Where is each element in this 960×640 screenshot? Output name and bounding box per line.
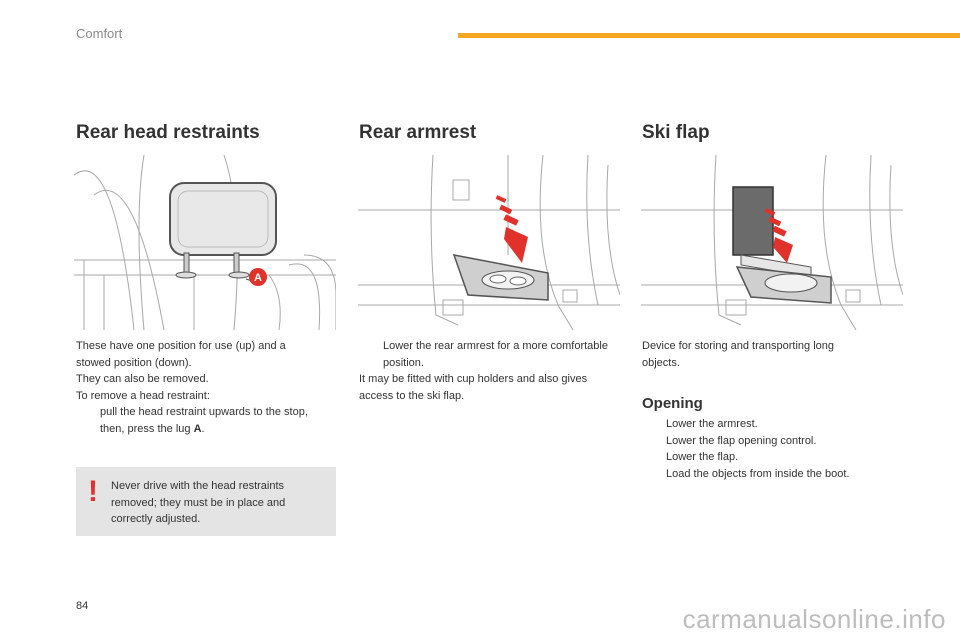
- list-item: Lower the flap opening control.: [666, 434, 817, 447]
- text-line: access to the ski flap.: [359, 389, 465, 402]
- page-number: 84: [76, 600, 89, 612]
- head-restraint-illustration: [74, 155, 336, 330]
- text-line: objects.: [642, 356, 680, 369]
- ski-flap-text: [642, 338, 904, 371]
- header-accent-bar: [458, 33, 960, 38]
- list-item: Load the objects from inside the boot.: [666, 467, 850, 480]
- lug-reference: A: [193, 422, 202, 435]
- exclamation-icon: !: [88, 475, 98, 508]
- section-heading-rear-armrest: Rear armrest: [359, 122, 477, 143]
- watermark: carmanualsonline.info: [682, 604, 946, 634]
- list-item: Lower the armrest.: [666, 418, 758, 430]
- text-line: These have one position for use (up) and a: [76, 340, 286, 352]
- armrest-text: [359, 338, 621, 404]
- section-title: Comfort: [76, 26, 123, 41]
- list-item: Lower the rear armrest for a more comfortable position.: [383, 340, 608, 369]
- text-line: To remove a head restraint:: [76, 389, 210, 402]
- text-line: stowed position (down).: [76, 356, 192, 369]
- text-line: Device for storing and transporting long: [642, 340, 834, 352]
- opening-subheading: Opening: [642, 395, 703, 412]
- list-item: Lower the flap.: [666, 451, 739, 463]
- rear-head-restraints-section: [76, 122, 338, 144]
- rear-armrest-section: [359, 122, 621, 144]
- ski-flap-section: [642, 122, 904, 144]
- warning-text: Never drive with the head restraints removed; they must be in place and correctly adjusted.: [111, 480, 286, 525]
- list-item: then, press the lug A.: [100, 422, 205, 435]
- text-line: They can also be removed.: [76, 373, 209, 385]
- head-restraints-text: [76, 338, 338, 437]
- section-heading-ski-flap: Ski flap: [642, 122, 710, 143]
- text-line: It may be fitted with cup holders and also gives: [359, 373, 588, 385]
- callout-a-label: A: [254, 272, 262, 284]
- warning-box: [76, 467, 336, 536]
- section-heading-head-restraints: Rear head restraints: [76, 122, 260, 143]
- armrest-illustration: [358, 155, 620, 330]
- list-item: pull the head restraint upwards to the stop,: [100, 406, 308, 418]
- ski-flap-illustration: [641, 155, 903, 330]
- opening-steps: [642, 416, 904, 482]
